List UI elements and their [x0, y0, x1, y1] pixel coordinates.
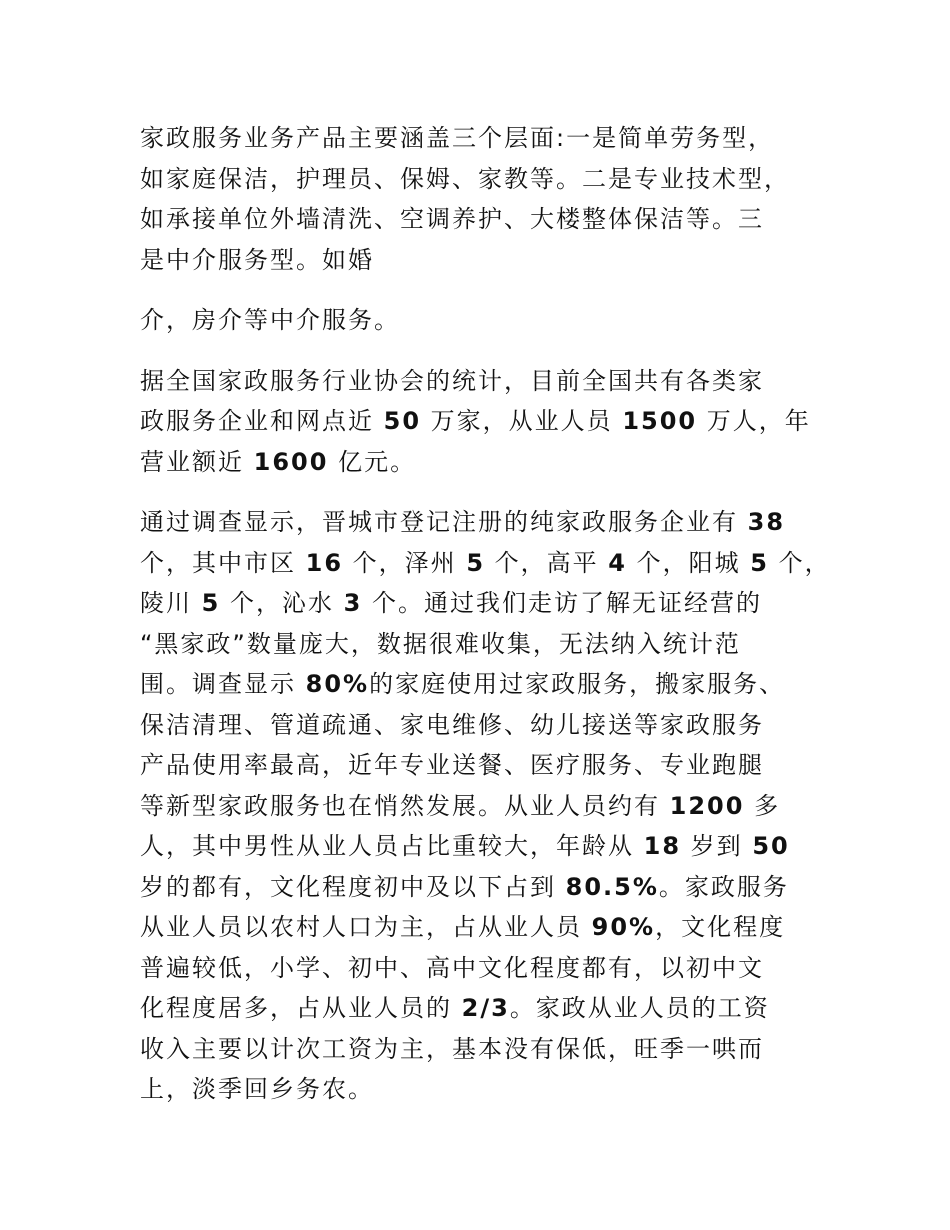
- number-figure: 1200: [669, 791, 745, 820]
- number-figure: 18: [643, 832, 682, 860]
- text-segment: 介，房介等中介服务。: [140, 306, 400, 334]
- text-segment: 如家庭保洁，护理员、保姆、家教等。二是专业技术型，: [140, 164, 790, 193]
- text-segment: 通过调查显示，晋城市登记注册的纯家政服务企业有: [140, 508, 748, 536]
- text-segment: 。家政从业人员的工资: [509, 994, 770, 1022]
- text-segment: 上，淡季回乡务农。: [140, 1075, 374, 1103]
- text-segment: 个，泽州: [343, 548, 467, 577]
- number-figure: 50: [383, 407, 422, 435]
- text-line: [140, 199, 820, 240]
- text-segment: 从业人员以农村人口为主，占从业人员: [140, 913, 592, 941]
- text-segment: 多: [744, 791, 781, 820]
- number-figure: 5: [750, 548, 769, 577]
- paragraph: [140, 502, 831, 1110]
- text-segment: 围。调查显示: [140, 670, 306, 698]
- text-segment: “黑家政”数量庞大，数据很难收集，无法纳入统计范: [140, 629, 741, 658]
- text-line: [140, 442, 820, 483]
- text-line: [140, 401, 820, 442]
- text-line: [140, 1069, 820, 1110]
- text-segment: 个，阳城: [626, 548, 751, 577]
- number-figure: 50: [752, 832, 790, 860]
- text-line: [140, 1029, 820, 1070]
- text-segment: 万家，从业人员: [421, 407, 623, 435]
- number-figure: 80.5%: [565, 872, 659, 901]
- text-segment: 收入主要以计次工资为主，基本没有保低，旺季一哄而: [140, 1034, 764, 1063]
- text-line: [140, 867, 820, 908]
- text-segment: 化程度居多，占从业人员的: [140, 994, 462, 1022]
- text-line: [140, 240, 820, 281]
- text-segment: 普遍较低，小学、初中、高中文化程度都有，以初中文: [140, 953, 764, 982]
- text-segment: 亿元。: [328, 447, 417, 476]
- text-segment: 。家政服务: [658, 872, 789, 901]
- text-segment: 保洁清理、管道疏通、家电维修、幼儿接送等家政服务: [140, 710, 764, 739]
- document-body: [140, 118, 831, 1130]
- text-segment: 陵川: [140, 589, 202, 617]
- text-line: [140, 826, 820, 867]
- text-segment: 万人，年: [697, 407, 811, 435]
- text-segment: 的家庭使用过家政服务，搬家服务、: [369, 670, 786, 698]
- text-segment: 个，沁水: [220, 589, 344, 617]
- number-figure: 1600: [253, 447, 329, 476]
- number-figure: 90%: [591, 913, 656, 941]
- text-segment: 据全国家政服务行业协会的统计，目前全国共有各类家: [140, 366, 764, 395]
- text-line: [140, 988, 820, 1029]
- text-line: [140, 502, 820, 543]
- paragraph: [140, 300, 820, 341]
- text-line: [140, 907, 820, 948]
- paragraph: [140, 361, 820, 483]
- text-segment: 个，: [768, 548, 831, 577]
- text-line: [140, 664, 820, 705]
- number-figure: 3: [343, 589, 363, 617]
- number-figure: 1500: [622, 407, 698, 435]
- text-segment: 岁的都有，文化程度初中及以下占到: [140, 872, 566, 901]
- text-line: [140, 745, 820, 786]
- number-figure: 2/3: [461, 994, 510, 1022]
- text-line: [140, 583, 820, 624]
- text-line: [140, 300, 820, 341]
- text-line: [140, 543, 831, 584]
- text-segment: 个，其中市区: [140, 548, 306, 577]
- number-figure: 5: [466, 548, 486, 577]
- text-segment: 个。通过我们走访了解无证经营的: [362, 589, 762, 617]
- number-figure: 80%: [305, 670, 370, 698]
- text-line: [140, 159, 820, 200]
- text-segment: 个，高平: [485, 548, 609, 577]
- number-figure: 38: [747, 508, 786, 536]
- text-line: [140, 118, 820, 159]
- text-line: [140, 705, 820, 746]
- number-figure: 16: [305, 548, 344, 577]
- text-segment: 岁到: [681, 832, 753, 860]
- text-segment: ，文化程度: [655, 913, 786, 941]
- text-line: [140, 948, 820, 989]
- text-segment: 人，其中男性从业人员占比重较大，年龄从: [140, 832, 644, 860]
- number-figure: 4: [608, 548, 627, 577]
- text-segment: 家政服务业务产品主要涵盖三个层面:一是简单劳务型，: [140, 124, 775, 152]
- text-segment: 政服务企业和网点近: [140, 407, 384, 435]
- number-figure: 5: [201, 589, 221, 617]
- text-line: [140, 361, 820, 402]
- paragraph: [140, 118, 820, 280]
- text-line: [140, 624, 820, 665]
- text-segment: 如承接单位外墙清洗、空调养护、大楼整体保洁等。三: [140, 205, 764, 233]
- text-segment: 是中介服务型。如婚: [140, 245, 374, 274]
- text-line: [140, 786, 820, 827]
- text-segment: 产品使用率最高，近年专业送餐、医疗服务、专业跑腿: [140, 751, 764, 779]
- text-segment: 营业额近: [140, 447, 254, 476]
- text-segment: 等新型家政服务也在悄然发展。从业人员约有: [140, 791, 670, 820]
